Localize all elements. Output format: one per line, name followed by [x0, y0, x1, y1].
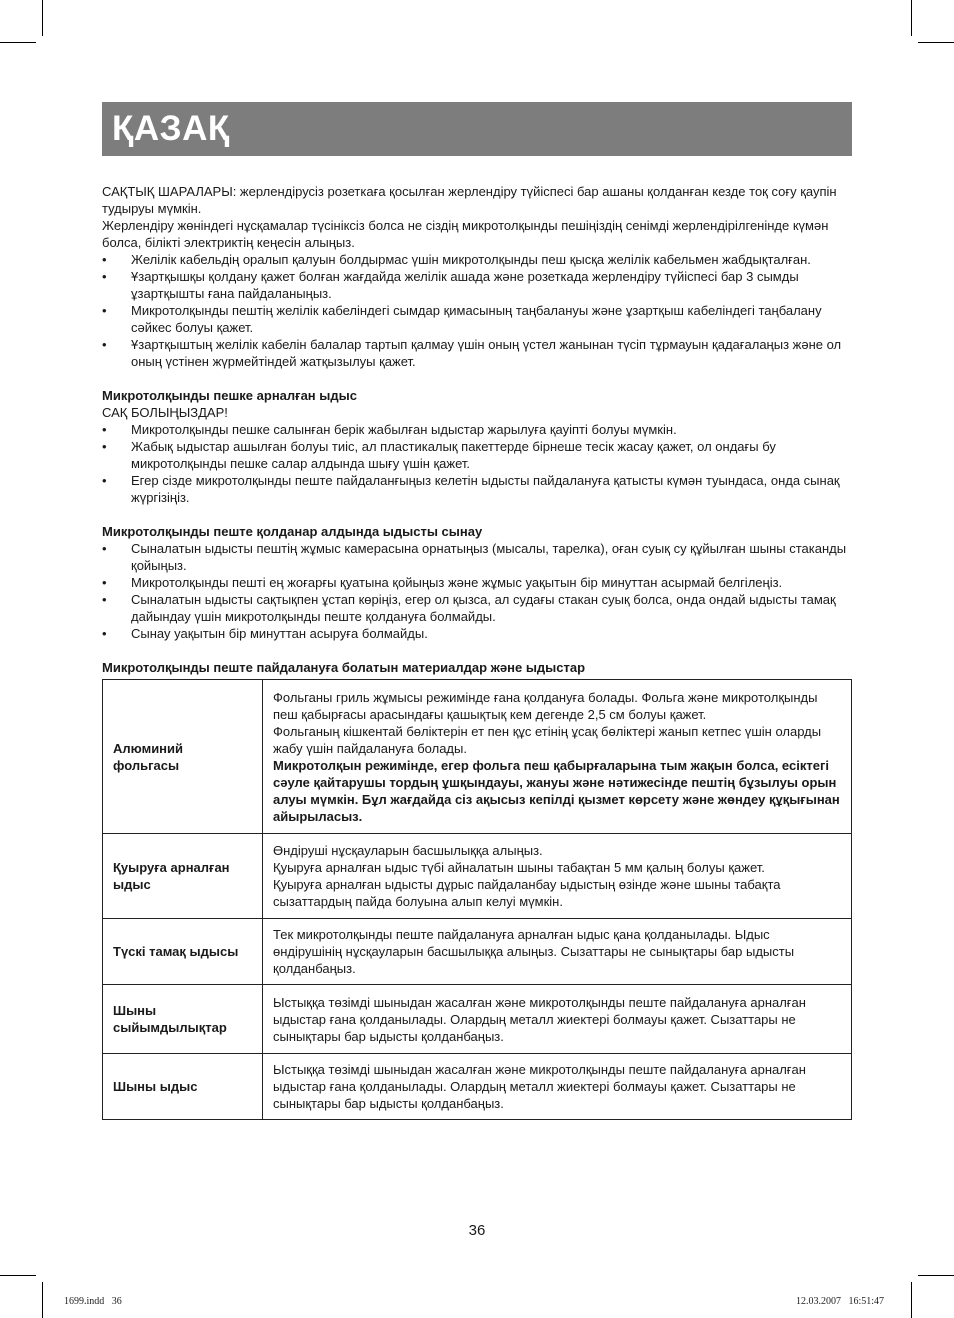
material-name: Алюминий фольгасы — [103, 680, 263, 834]
list-item: • Жабық ыдыстар ашылған болуы тиіс, ал пластикалық пакеттерде бірнеше тесік жасау қажет, ол ондағы бу микротолқынды пешке салар алдында шығу үшін қажет. — [102, 438, 852, 472]
list-item: • Сыналатын ыдысты пештің жұмыс камерасына орнатыңыз (мысалы, тарелка), оған суық су құйылған шыны стаканды қойыңыз. — [102, 540, 852, 574]
intro-paragraph: Жерлендіру жөніндегі нұсқамалар түсініксіз болса не сіздің микротолқынды пешіңіздің сенімді жерлендірілгенінде күмән болса, білікті электриктің кеңесін алыңыз. — [102, 218, 829, 250]
crop-mark — [911, 0, 912, 36]
crop-mark — [918, 1275, 954, 1276]
section-heading: Микротолқынды пеште қолданар алдында ыдысты сынау — [102, 524, 483, 539]
section-heading: Микротолқынды пешке арналған ыдыс — [102, 388, 357, 403]
material-name: Шыны ыдыс — [103, 1054, 263, 1120]
description-paragraph: Өндіруші нұсқауларын басшылыққа алыңыз. — [273, 843, 543, 858]
intro-paragraph: САҚТЫҚ ШАРАЛАРЫ: жерлендірусіз розеткаға қосылған жерлендіру түйіспесі бар ашаны қолданған кезде тоқ соғу қаупін тудыруы мүмкін. — [102, 184, 837, 216]
crop-mark — [0, 42, 36, 43]
crop-mark — [0, 1275, 36, 1276]
table-row — [103, 680, 852, 834]
section-title-bar — [102, 102, 852, 156]
material-description — [263, 919, 852, 985]
material-description — [263, 680, 852, 834]
list-item: • Микротолқынды пешті ең жоғарғы қуатына қойыңыз және жұмыс уақытын бір минуттан асырмай белгілеңіз. — [102, 574, 852, 591]
section-subheading: САҚ БОЛЫҢЫЗДАР! — [102, 405, 228, 420]
material-name: Қуыруға арналған ыдыс — [103, 834, 263, 919]
description-paragraph: Қуыруға арналған ыдыс түбі айналатын шыны табақтан 5 мм қалың болуы қажет. — [273, 860, 765, 875]
description-paragraph: Фольганың кішкентай бөліктерін ет пен құс етінің ұсақ бөліктері жанып кетпес үшін оларды жабу үшін пайдалануға болады. — [273, 723, 822, 756]
list-item: • Сынау уақытын бір минуттан асыруға болмайды. — [102, 625, 852, 642]
main-content — [102, 183, 852, 1120]
material-description — [263, 1054, 852, 1120]
description-paragraph: Тек микротолқынды пеште пайдалануға арналған ыдыс қана қолданылады. Ыдыс өндірушінің нұсқауларын басшылыққа алыңыз. Сызаттары не сынықтары бар ыдысты қолданбаңыз. — [273, 927, 795, 976]
description-paragraph: Ыстыққа төзімді шыныдан жасалған және микротолқынды пеште пайдалануға арналған ыдыстар ғана қолданылады. Олардың металл жиектері болмауы қажет. Сызаттары не сынықтары бар ыдысты қолданбаңыз. — [273, 1062, 806, 1111]
description-paragraph: Қуыруға арналған ыдысты дұрыс пайдаланбау ыдыстың өзінде және шыны табақта сызаттардың пайда болуына алып келуі мүмкін. — [273, 877, 781, 909]
test-bullet-list — [102, 540, 852, 642]
warning-text: Микротолқын режимінде, егер фольга пеш қабырғаларына тым жақын болса, есіктегі сәуле қайтарушы тордың ұшқындауы, жануы және нәтижесінде пештің бұзылуы орын алуы мүмкін. Бұл жағдайда сіз ақысыз кепілді қызмет көрсету және жөндеу құқығынан айырыласыз. — [273, 757, 840, 824]
table-row — [103, 834, 852, 919]
crop-mark — [42, 1282, 43, 1318]
description-paragraph: Ыстыққа төзімді шыныдан жасалған және микротолқынды пеште пайдалануға арналған ыдыстар ғана қолданылады. Олардың металл жиектері болмауы қажет. Сызаттары не сынықтары бар ыдысты қолданбаңыз. — [273, 994, 806, 1044]
list-item: • Микротолқынды пештің желілік кабеліндегі сымдар қимасының таңбалануы және ұзартқыш кабеліндегі таңбалану сәйкес болуы қажет. — [102, 302, 852, 336]
section-title: ҚАЗАҚ — [112, 109, 230, 148]
table-row — [103, 1054, 852, 1120]
list-item: • Сыналатын ыдысты сақтықпен ұстап көріңіз, егер ол қызса, ал судағы стакан суық болса, онда ондай ыдысты тамақ дайындау үшін микротолқынды пеште қолдануға болмайды. — [102, 591, 852, 625]
list-item: • Ұзартқыштың желілік кабелін балалар тартып қалмау үшін оның үстел жанынан түсіп тұрмауын қадағалаңыз және ол оның үстінен жүрмейтіндей жатқызылуы қажет. — [102, 336, 852, 370]
section-heading: Микротолқынды пеште пайдалануға болатын материалдар және ыдыстар — [102, 660, 586, 675]
page-number: 36 — [468, 1222, 486, 1239]
crop-mark — [911, 1282, 912, 1318]
material-name: Шыны сыйымдылықтар — [103, 985, 263, 1054]
intro-bullet-list — [102, 251, 852, 370]
list-item: • Ұзартқышқы қолдану қажет болған жағдайда желілік ашада және розеткада жерлендіру түйіспесі бар 3 сымды ұзартқышты ғана пайдаланыңыз. — [102, 268, 852, 302]
material-description — [263, 985, 852, 1054]
crop-mark — [918, 42, 954, 43]
table-row — [103, 919, 852, 985]
material-name: Түскі тамақ ыдысы — [103, 919, 263, 985]
materials-table — [102, 679, 852, 1120]
description-paragraph: Фольганы гриль жұмысы режимінде ғана қолдануға болады. Фольга және микротолқынды пеш қабырғасы арасындағы қашықтық кем дегенде 2,5 см болуы қажет. — [273, 689, 818, 722]
material-description — [263, 834, 852, 919]
footer-file-info: 1699.indd 36 — [64, 1296, 122, 1307]
cookware-bullet-list — [102, 421, 852, 506]
table-row — [103, 985, 852, 1054]
list-item: • Микротолқынды пешке салынған берік жабылған ыдыстар жарылуға қауіпті болуы мүмкін. — [102, 421, 852, 438]
list-item: • Желілік кабельдің оралып қалуын болдырмас үшін микротолқынды пеш қысқа желілік кабельмен жабдықталған. — [102, 251, 852, 268]
footer-datetime: 12.03.2007 16:51:47 — [795, 1296, 884, 1307]
list-item: • Егер сізде микротолқынды пеште пайдаланғыңыз келетін ыдысты пайдалануға қатысты күмән туындаса, онда сынақ жүргізіңіз. — [102, 472, 852, 506]
crop-mark — [42, 0, 43, 36]
